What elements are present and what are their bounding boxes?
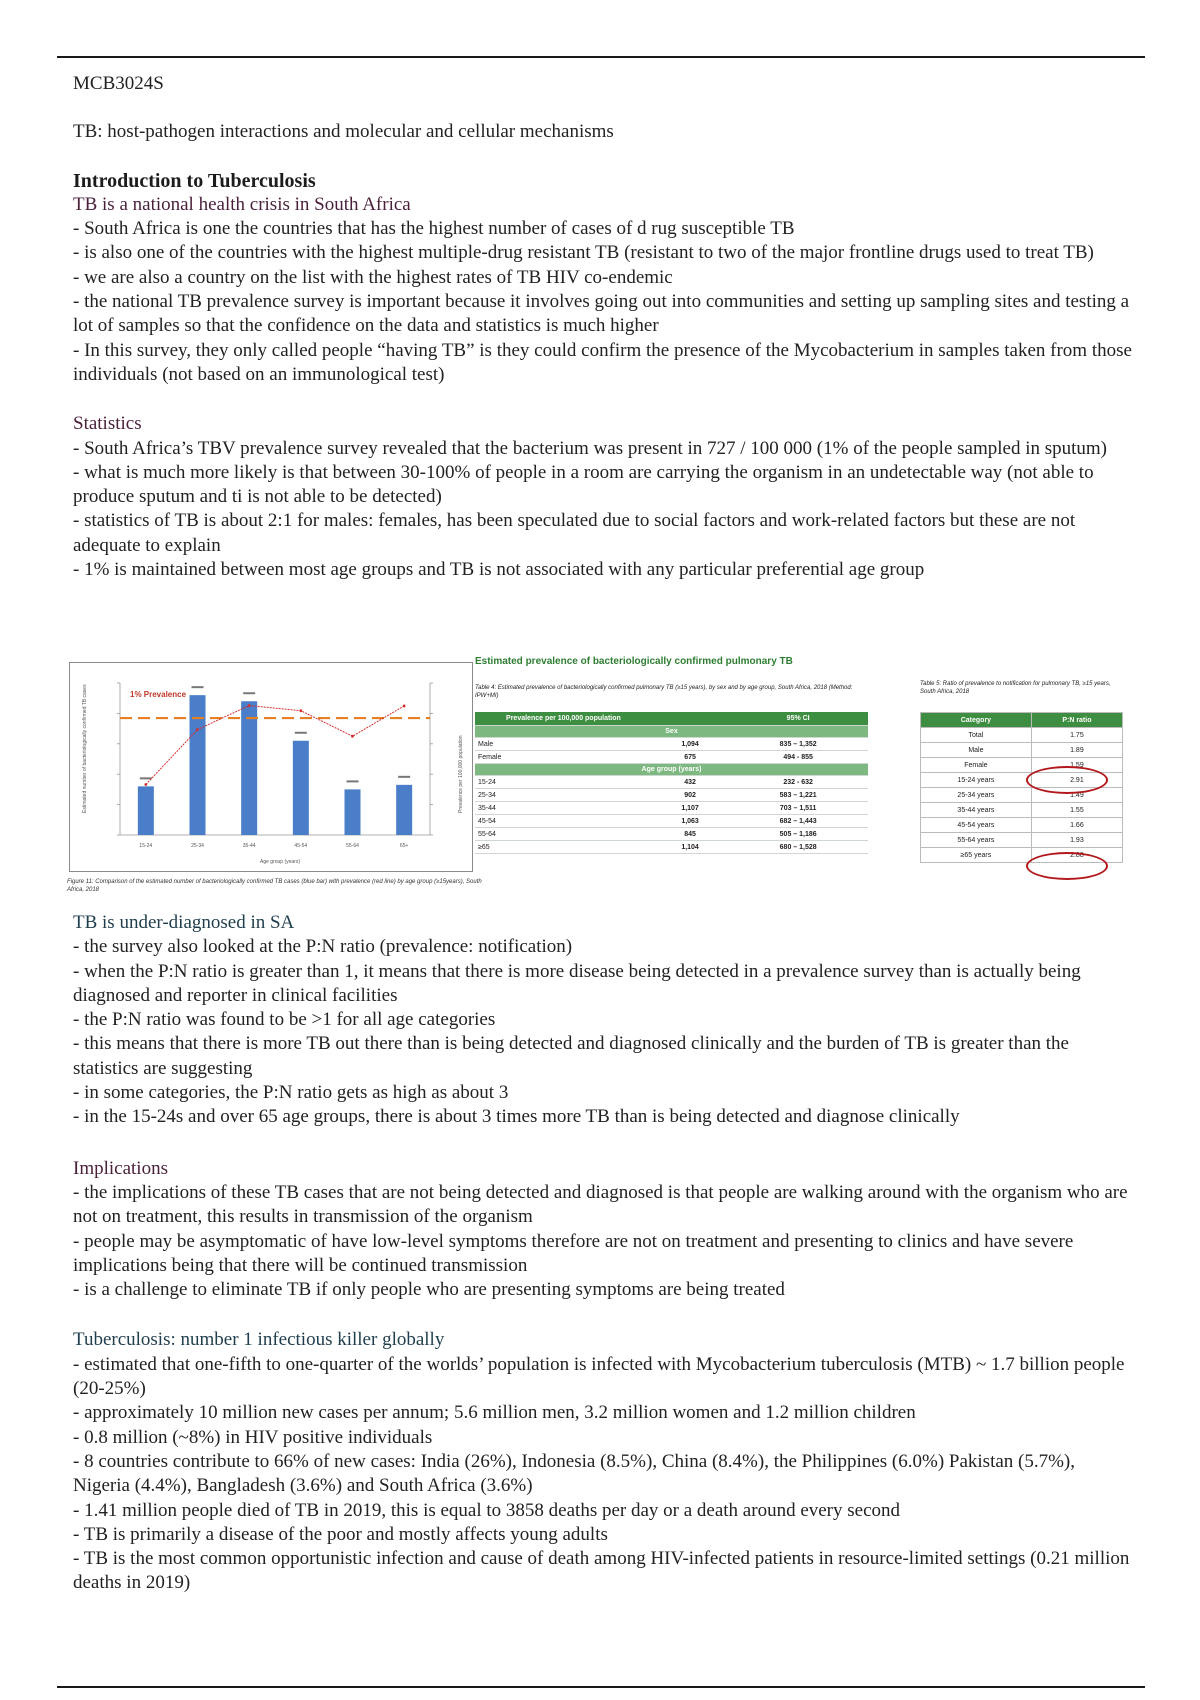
highlight-circle: [1026, 766, 1108, 794]
table-cell: Female: [475, 751, 652, 764]
course-title: TB: host-pathogen interactions and molecular and cellular mechanisms: [73, 121, 614, 143]
prevalence-point: [144, 783, 147, 786]
prevalence-point: [351, 735, 354, 738]
table-row: [475, 738, 868, 751]
intro-heading: Introduction to Tuberculosis: [73, 169, 316, 192]
killer-heading: Tuberculosis: number 1 infectious killer globally: [73, 1329, 445, 1351]
table-cell: 1.93: [1031, 833, 1122, 848]
bar-data-label: [192, 686, 204, 688]
table-cell: 494 - 855: [728, 751, 868, 764]
list-item: - TB is primarily a disease of the poor and mostly affects young adults: [73, 1523, 608, 1545]
bar-65+: [396, 785, 412, 835]
table-cell: 675: [652, 751, 728, 764]
bar-15-24: [138, 786, 154, 835]
table-cell: 15-24 years: [921, 773, 1032, 788]
chart-bars: [138, 686, 412, 849]
table-header-cell: Prevalence per 100,000 population: [475, 712, 652, 726]
list-item: - in some categories, the P:N ratio gets as high as about 3: [73, 1082, 509, 1104]
table-header-cell: P:N ratio: [1031, 713, 1122, 728]
table-cell: 2.91: [1031, 773, 1122, 788]
table-cell: 35-44 years: [921, 803, 1032, 818]
x-tick-label: 65+: [399, 843, 409, 849]
bar-data-label: [140, 777, 152, 779]
course-code: MCB3024S: [73, 73, 164, 94]
table-cell: 682 – 1,443: [728, 815, 868, 828]
table-row: [475, 776, 868, 789]
table-cell: 505 – 1,186: [728, 828, 868, 841]
table-cell: 1.49: [1031, 788, 1122, 803]
table-header-cell: 95% CI: [728, 712, 868, 726]
table-row: [475, 802, 868, 815]
list-item: - estimated that one-fifth to one-quarter of the worlds’ population is infected with Mycobacterium tuberculosis (MTB) ~ 1.7 billion people (20-25%): [73, 1353, 1125, 1400]
table-cell: 1.75: [1031, 728, 1122, 743]
list-item: - this means that there is more TB out there than is being detected and diagnosed clinically and the burden of TB is greater than the statistics are suggesting: [73, 1033, 1069, 1079]
list-item: - when the P:N ratio is greater than 1, it means that there is more disease being detected in a prevalence survey than is actually being diagnosed and reporter in clinical facilities: [73, 960, 1081, 1006]
list-item: - 0.8 million (~8%) in HIV positive individuals: [73, 1426, 433, 1448]
table-row: [475, 828, 868, 841]
x-tick-label: 15-24: [139, 843, 153, 849]
table-cell: 55-64: [475, 828, 652, 841]
table-row: [921, 803, 1123, 818]
bar-25-34: [190, 695, 206, 835]
implications-heading: Implications: [73, 1157, 168, 1179]
list-item: - the national TB prevalence survey is important because it involves going out into communities and setting up sampling sites and testing a lot of samples so that the confidence on the data and statistics is much higher: [73, 291, 1130, 337]
table-cell: 902: [652, 789, 728, 802]
underdiagnosed-list: [73, 935, 1133, 1129]
table-cell: 35-44: [475, 802, 652, 815]
figure-row: [65, 656, 1133, 901]
table-cell: 1,104: [652, 841, 728, 854]
table-cell: 1.55: [1031, 803, 1122, 818]
prevalence-point: [196, 728, 199, 731]
prevalence-point: [248, 704, 251, 707]
table-header-cell: [652, 712, 728, 726]
bar-45-54: [293, 741, 309, 835]
bar-data-label: [295, 732, 307, 734]
table-cell: 845: [652, 828, 728, 841]
chart-axes: [117, 683, 433, 835]
table4-caption: Table 4: Estimated prevalence of bacteriologically confirmed pulmonary TB (≥15 years), by sex and by age group, South Africa, 2018 (Method: IPW+MI): [475, 685, 853, 699]
bottom-rule: [57, 1686, 1145, 1688]
table-cell: 680 – 1,528: [728, 841, 868, 854]
statistics-heading: Statistics: [73, 413, 142, 435]
document-body: [73, 70, 1133, 582]
bar-35-44: [241, 701, 257, 835]
table-row: [921, 818, 1123, 833]
table-cell: Male: [921, 743, 1032, 758]
bar-data-label: [347, 780, 359, 782]
reference-line-label: 1% Prevalence: [130, 690, 187, 699]
y-left-axis-label: Estimated number of bacteriologically confirmed TB cases: [82, 684, 88, 813]
list-item: - people may be asymptomatic of have low-level symptoms therefore are not on treatment and presenting to clinics and have severe implications being that there will be continued transmission: [73, 1230, 1074, 1276]
table-title: Estimated prevalence of bacteriologically confirmed pulmonary TB: [475, 656, 793, 667]
table-row: [921, 743, 1123, 758]
intro-list: [73, 217, 1133, 387]
table-row: [475, 789, 868, 802]
list-item: - 1.41 million people died of TB in 2019, this is equal to 3858 deaths per day or a death around every second: [73, 1499, 901, 1521]
x-axis-label: Age group (years): [260, 859, 301, 865]
list-item: - is also one of the countries with the highest multiple-drug resistant TB (resistant to two of the major frontline drugs used to treat TB): [73, 242, 1094, 264]
list-item: - in the 15-24s and over 65 age groups, there is about 3 times more TB than is being detected and diagnose clinically: [73, 1106, 960, 1128]
table-cell: 1.66: [1031, 818, 1122, 833]
table-subheader-row: [475, 726, 868, 738]
age-subheader: Age group (years): [475, 764, 868, 776]
table-cell: 25-34 years: [921, 788, 1032, 803]
underdiagnosed-heading: TB is under-diagnosed in SA: [73, 912, 295, 933]
table-cell: 15-24: [475, 776, 652, 789]
bar-data-label: [398, 776, 410, 778]
top-rule: [57, 56, 1145, 58]
table-cell: 55-64 years: [921, 833, 1032, 848]
table-cell: 703 – 1,511: [728, 802, 868, 815]
list-item: - In this survey, they only called people “having TB” is they could confirm the presence of the Mycobacterium in samples taken from those individuals (not based on an immunological test): [73, 339, 1132, 385]
table-cell: 835 – 1,352: [728, 738, 868, 751]
table-cell: 45-54 years: [921, 818, 1032, 833]
list-item: - TB is the most common opportunistic infection and cause of death among HIV-infected patients in resource-limited settings (0.21 million deaths in 2019): [73, 1548, 1130, 1594]
table-cell: 583 – 1,221: [728, 789, 868, 802]
table-row: [475, 751, 868, 764]
prevalence-table: [475, 712, 868, 854]
table-cell: Male: [475, 738, 652, 751]
chart-prevalence-line: [120, 704, 430, 786]
statistics-list: [73, 437, 1133, 583]
implications-list: [73, 1181, 1133, 1302]
figure-caption: Figure 11: Comparison of the estimated number of bacteriologically confirmed TB cases (blue bar) with prevalence (red line) by age group (≥15years), South Africa, 2018: [67, 879, 482, 893]
table-header-row: [475, 712, 868, 726]
table-cell: ≥65 years: [921, 848, 1032, 863]
table-header-row: [921, 713, 1123, 728]
bar-data-label: [243, 692, 255, 694]
table-cell: Female: [921, 758, 1032, 773]
table-row: [921, 728, 1123, 743]
table5-caption: Table 5: Ratio of prevalence to notification for pulmonary TB, ≥15 years, South Africa, 2018: [920, 681, 1111, 695]
y-right-axis-label: Prevalence per 100,000 population: [458, 735, 464, 813]
highlight-circle: [1026, 852, 1108, 880]
intro-subheading: TB is a national health crisis in South Africa: [73, 193, 411, 215]
table-subheader-row: [475, 764, 868, 776]
table-cell: 432: [652, 776, 728, 789]
x-tick-label: 35-44: [242, 843, 256, 849]
list-item: - what is much more likely is that between 30-100% of people in a room are carrying the organism in an undetectable way (not able to produce sputum and ti is not able to be detected): [73, 461, 1094, 508]
list-item: - the survey also looked at the P:N ratio (prevalence: notification): [73, 936, 573, 958]
table-header-cell: Category: [921, 713, 1032, 728]
prevalence-point: [403, 705, 406, 708]
list-item: - 8 countries contribute to 66% of new cases: India (26%), Indonesia (8.5%), China (8.4%), the Philippines (6.0%) Pakistan (5.7%), Nigeria (4.4%), Bangladesh (3.6%) and South Africa (3.6%): [73, 1450, 1076, 1497]
list-item: - is a challenge to eliminate TB if only people who are presenting symptoms are being treated: [73, 1279, 785, 1301]
x-tick-label: 55-64: [346, 843, 359, 849]
document-body-continued: [73, 911, 1133, 1596]
table-cell: ≥65: [475, 841, 652, 854]
prevalence-point: [299, 709, 302, 712]
sex-subheader: Sex: [475, 726, 868, 738]
table-cell: 25-34: [475, 789, 652, 802]
table-cell: 1.89: [1031, 743, 1122, 758]
table-cell: 1.59: [1031, 758, 1122, 773]
table-cell: 232 - 632: [728, 776, 868, 789]
prevalence-chart: [69, 662, 473, 872]
table-cell: Total: [921, 728, 1032, 743]
table-row: [475, 841, 868, 854]
table-cell: 1,107: [652, 802, 728, 815]
table-cell: 2.88: [1031, 848, 1122, 863]
list-item: - 1% is maintained between most age groups and TB is not associated with any particular preferential age group: [73, 559, 925, 581]
list-item: - approximately 10 million new cases per annum; 5.6 million men, 3.2 million women and 1.2 million children: [73, 1402, 916, 1424]
list-item: - South Africa is one the countries that has the highest number of cases of d rug susceptible TB: [73, 218, 795, 240]
table-cell: 1,063: [652, 815, 728, 828]
table-cell: 45-54: [475, 815, 652, 828]
list-item: - South Africa’s TBV prevalence survey revealed that the bacterium was present in 727 / 100 000 (1% of the people sampled in sputum): [73, 437, 1107, 459]
chart-svg: [70, 663, 472, 871]
table-row: [921, 833, 1123, 848]
x-tick-label: 25-34: [191, 843, 204, 849]
list-item: - the P:N ratio was found to be >1 for all age categories: [73, 1009, 496, 1031]
table-cell: 1,094: [652, 738, 728, 751]
list-item: - we are also a country on the list with the highest rates of TB HIV co-endemic: [73, 266, 673, 288]
x-tick-label: 45-54: [294, 843, 308, 849]
list-item: - the implications of these TB cases that are not being detected and diagnosed is that people are walking around with the organism who are not on treatment, this results in transmission of the organism: [73, 1181, 1128, 1228]
table-row: [475, 815, 868, 828]
killer-list: [73, 1353, 1133, 1596]
list-item: - statistics of TB is about 2:1 for males: females, has been speculated due to social factors and work-related factors but these are not adequate to explain: [73, 510, 1076, 556]
bar-55-64: [345, 789, 361, 835]
